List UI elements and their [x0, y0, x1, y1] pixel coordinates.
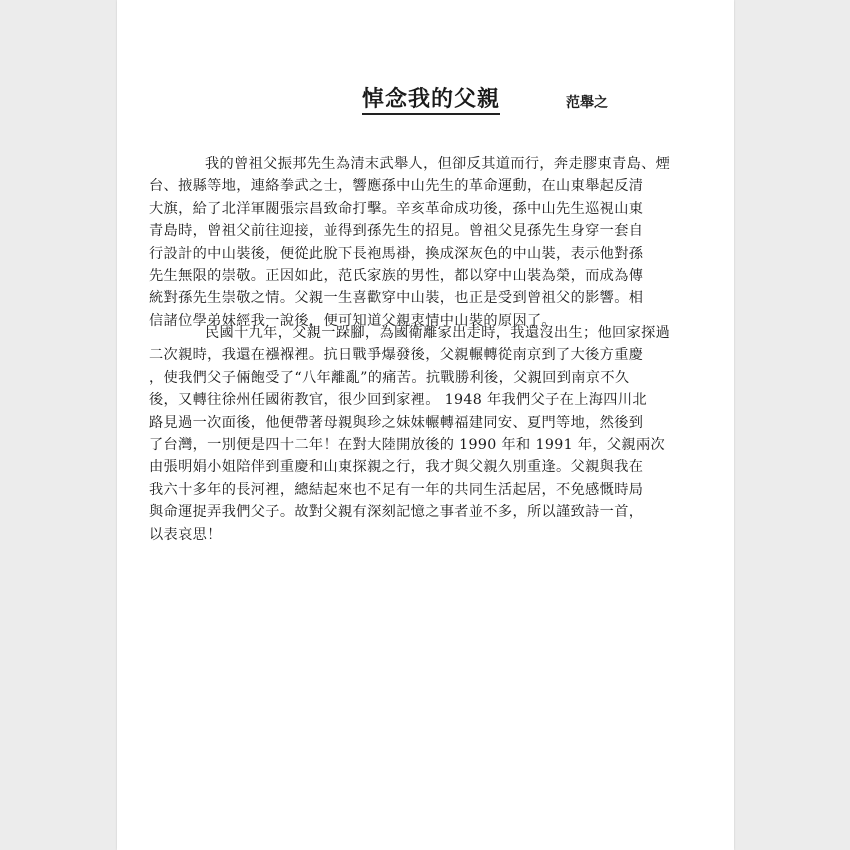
paragraph-line: 行設計的中山裝後，便從此脫下長袍馬褂，換成深灰色的中山裝，表示他對孫: [149, 245, 644, 262]
paragraph-line: 路見過一次面後，他便帶著母親與珍之妹妹輾轉福建同安、夏門等地，然後到: [149, 414, 644, 431]
paragraph-line: 了台灣，一別便是四十二年！在對大陸開放後的 1990 年和 1991 年，父親兩次: [149, 437, 666, 454]
paragraph-line: 二次親時，我還在襁褓裡。抗日戰爭爆發後，父親輾轉從南京到了大後方重慶: [149, 347, 644, 364]
paragraph-line: 與命運捉弄我們父子。故對父親有深刻記憶之事者並不多，所以謹致詩一首，: [149, 504, 644, 521]
paragraph-line: 後，又轉往徐州任國術教官，很少回到家裡。 1948 年我們父子在上海四川北: [149, 392, 647, 409]
paragraph-line: ，使我們父子倆飽受了“八年離亂”的痛苦。抗戰勝利後，父親回到南京不久: [149, 369, 630, 386]
paragraph-line: 我的曾祖父振邦先生為清末武舉人，但卻反其道而行，奔走膠東青島、煙: [205, 156, 671, 172]
title-row: [117, 86, 734, 116]
paragraph-line: 大旗，給了北洋軍閥張宗昌致命打擊。辛亥革命成功後，孫中山先生巡視山東: [149, 200, 644, 217]
paragraph-line: 青島時，曾祖父前往迎接，並得到孫先生的招見。曾祖父見孫先生身穿一套自: [149, 223, 644, 240]
author-name: 范舉之: [566, 95, 608, 111]
paragraph-line: 信諸位學弟妹經我一說後，便可知道父親衷情中山裝的原因了。: [149, 312, 557, 329]
document-page: [117, 0, 734, 850]
paragraph-line: 統對孫先生崇敬之情。父親一生喜歡穿中山裝，也正是受到曾祖父的影響。相: [149, 290, 644, 307]
paragraph-line: 我六十多年的長河裡，總結起來也不足有一年的共同生活起居，不免感慨時局: [149, 481, 644, 498]
paragraph-line: 民國十九年，父親一跺腳，為國衛離家出走時，我還沒出生；他回家探過: [205, 325, 671, 341]
paragraph-line: 台、掖縣等地，連絡拳武之士，響應孫中山先生的革命運動，在山東舉起反清: [149, 178, 644, 195]
paragraph-1: [149, 153, 701, 332]
paragraph-line: 先生無限的崇敬。正因如此，范氏家族的男性，都以穿中山裝為榮，而成為傳: [149, 268, 644, 285]
page-title: 悼念我的父親: [362, 86, 500, 115]
paragraph-2: [149, 322, 701, 546]
paragraph-line: 由張明娟小姐陪伴到重慶和山東探親之行，我才與父親久別重逢。父親與我在: [149, 459, 644, 476]
paragraph-line: 以表哀思！: [149, 526, 222, 543]
